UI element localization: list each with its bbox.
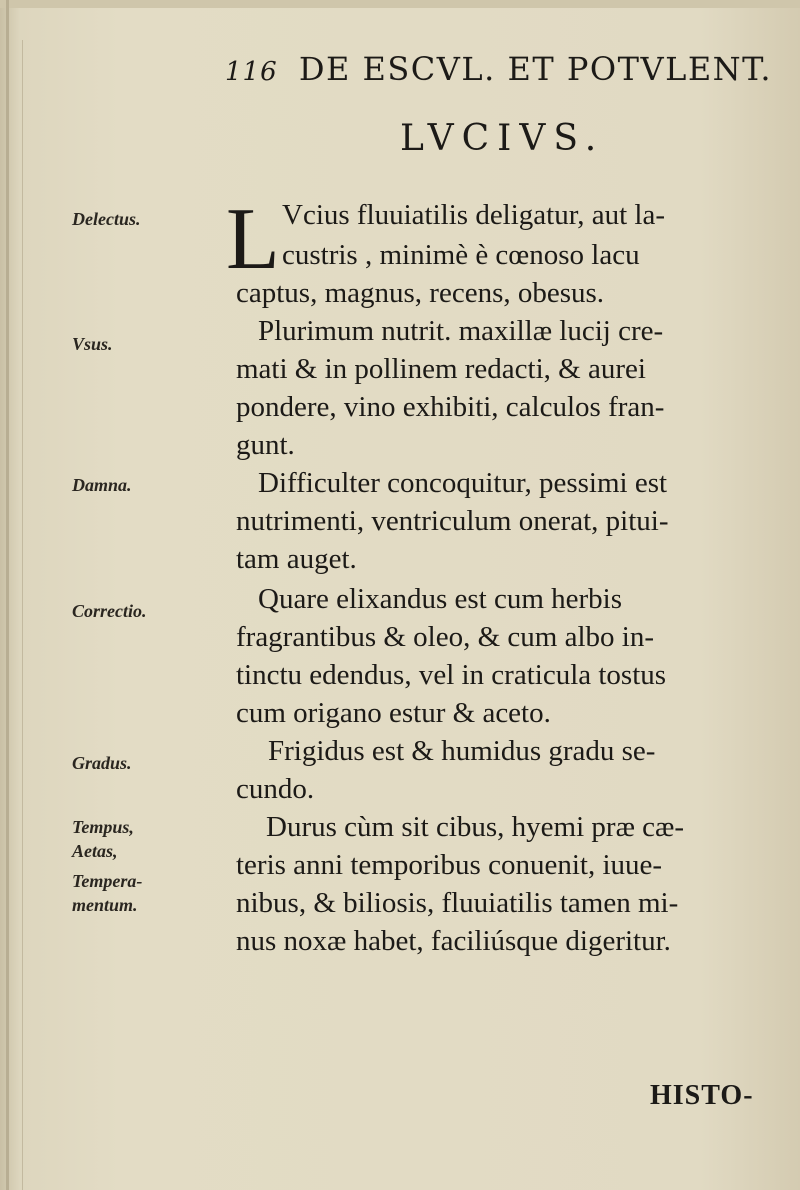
text-line: Quare elixandus est cum herbis [258, 583, 623, 615]
text-line: cundo. [236, 773, 315, 805]
margin-note-aetas: Aetas, [72, 841, 118, 861]
running-header [225, 50, 772, 88]
text-line: Durus cùm sit cibus, hyemi præ cæ- [266, 811, 685, 843]
margin-note-correctio: Correctio. [72, 601, 147, 621]
margin-note-vsus: Vsus. [72, 334, 113, 354]
margin-note-damna: Damna. [72, 475, 132, 495]
text-line: Difficulter concoquitur, pessimi est [258, 467, 668, 499]
text-line: Frigidus est & humidus gradu se- [268, 735, 656, 767]
text-line: nutrimenti, ventriculum onerat, pitui- [236, 505, 669, 537]
text-line: Plurimum nutrit. maxillæ lucij cre- [258, 315, 664, 347]
binding-gutter [6, 0, 9, 1190]
section-title: LVCIVS. [400, 118, 605, 159]
text-line: cum origano estur & aceto. [236, 697, 551, 729]
margin-note-tempera: Tempera- [72, 871, 143, 891]
text-line: nibus, & biliosis, fluuiatilis tamen mi- [236, 887, 679, 919]
catchword: HISTO- [650, 1080, 754, 1111]
text-line: tinctu edendus, vel in craticula tostus [236, 659, 667, 691]
text-line: teris anni temporibus conuenit, iuue- [236, 849, 663, 881]
gutter-rule [22, 40, 23, 1190]
margin-note-gradus: Gradus. [72, 753, 132, 773]
text-line: tam auget. [236, 543, 357, 575]
page-top-edge [0, 0, 800, 8]
drop-capital: L [226, 191, 280, 288]
text-line: captus, magnus, recens, obesus. [236, 277, 605, 309]
text-line: fragrantibus & oleo, & cum albo in- [236, 621, 654, 653]
page-number: 116 [225, 57, 278, 87]
text-line: pondere, vino exhibiti, calculos fran- [236, 391, 665, 423]
running-title: DE ESCVL. ET POTVLENT. [298, 50, 772, 88]
text-line: custris , minimè è cœnoso lacu [282, 239, 640, 271]
margin-note-delectus: Delectus. [72, 209, 141, 229]
text-line: mati & in pollinem redacti, & aurei [236, 353, 646, 385]
margin-note-mentum: mentum. [72, 895, 138, 915]
text-line: nus noxæ habet, faciliúsque digeritur. [236, 925, 671, 957]
margin-note-tempus: Tempus, [72, 817, 134, 837]
text-line: gunt. [236, 429, 295, 461]
text-line: Vcius fluuiatilis deligatur, aut la- [282, 199, 665, 231]
